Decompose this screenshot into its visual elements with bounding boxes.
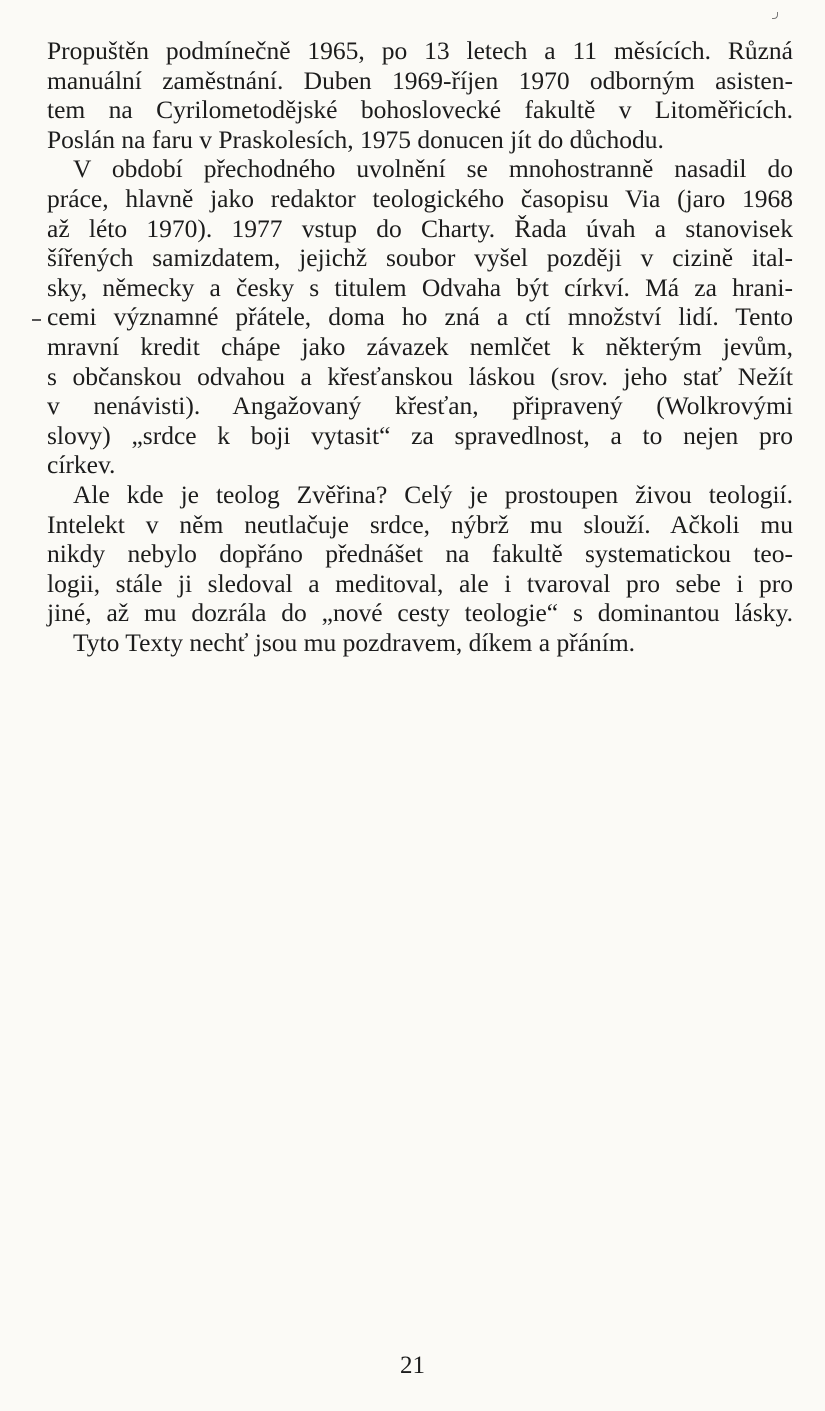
text-line: nikdy nebylo dopřáno přednášet na fakultě systematickou teo-: [47, 539, 793, 569]
text-line: tem na Cyrilometodějské bohoslovecké fakultě v Litoměřicích.: [47, 95, 793, 125]
text-line: logii, stále ji sledoval a meditoval, ale i tvaroval pro sebe i pro: [47, 568, 793, 598]
text-line: mravní kredit chápe jako závazek nemlčet k některým jevům,: [47, 331, 793, 361]
text-line: práce, hlavně jako redaktor teologického časopisu Via (jaro 1968: [47, 183, 793, 213]
text-line: cemi významné přátele, doma ho zná a ctí množství lidí. Tento: [47, 302, 793, 332]
text-line: V období přechodného uvolnění se mnohostranně nasadil do: [73, 154, 793, 184]
text-line: Poslán na faru v Praskolesích, 1975 donucen jít do důchodu.: [47, 124, 664, 154]
text-line: šířených samizdatem, jejichž soubor vyšel později v cizině ital-: [47, 243, 793, 273]
text-line: slovy) „srdce k boji vytasit“ za spravedlnost, a to nejen pro: [47, 420, 793, 450]
text-line: až léto 1970). 1977 vstup do Charty. Řada úvah a stanovisek: [47, 213, 793, 243]
text-line: v nenávisti). Angažovaný křesťan, připravený (Wolkrovými: [47, 391, 793, 421]
text-line: Intelekt v něm neutlačuje srdce, nýbrž mu slouží. Ačkoli mu: [47, 509, 793, 539]
paragraph-theologian: [47, 480, 793, 628]
corner-pencil-mark: [772, 12, 778, 19]
text-line: manuální zaměstnání. Duben 1969-říjen 1970 odborným asisten-: [47, 65, 793, 95]
text-line: církev.: [47, 450, 116, 480]
text-line: Tyto Texty nechť jsou mu pozdravem, díkem a přáním.: [73, 627, 636, 657]
text-line: jiné, až mu dozrála do „nové cesty teologie“ s dominantou lásky.: [47, 598, 793, 628]
text-line: Propuštěn podmínečně 1965, po 13 letech a 11 měsících. Různá: [47, 36, 793, 65]
margin-pencil-mark: [32, 319, 41, 321]
text-line: s občanskou odvahou a křesťanskou láskou (srov. jeho stať Nežít: [47, 361, 793, 391]
paragraph-release: [47, 36, 793, 154]
body-text: [47, 36, 793, 657]
paragraph-dedication: [47, 628, 793, 658]
text-line: sky, německy a česky s titulem Odvaha být církví. Má za hrani-: [47, 272, 793, 302]
page-number: 21: [400, 1352, 425, 1379]
text-line: Ale kde je teolog Zvěřina? Celý je prostoupen živou teologií.: [73, 479, 793, 509]
paragraph-activity: [47, 154, 793, 480]
